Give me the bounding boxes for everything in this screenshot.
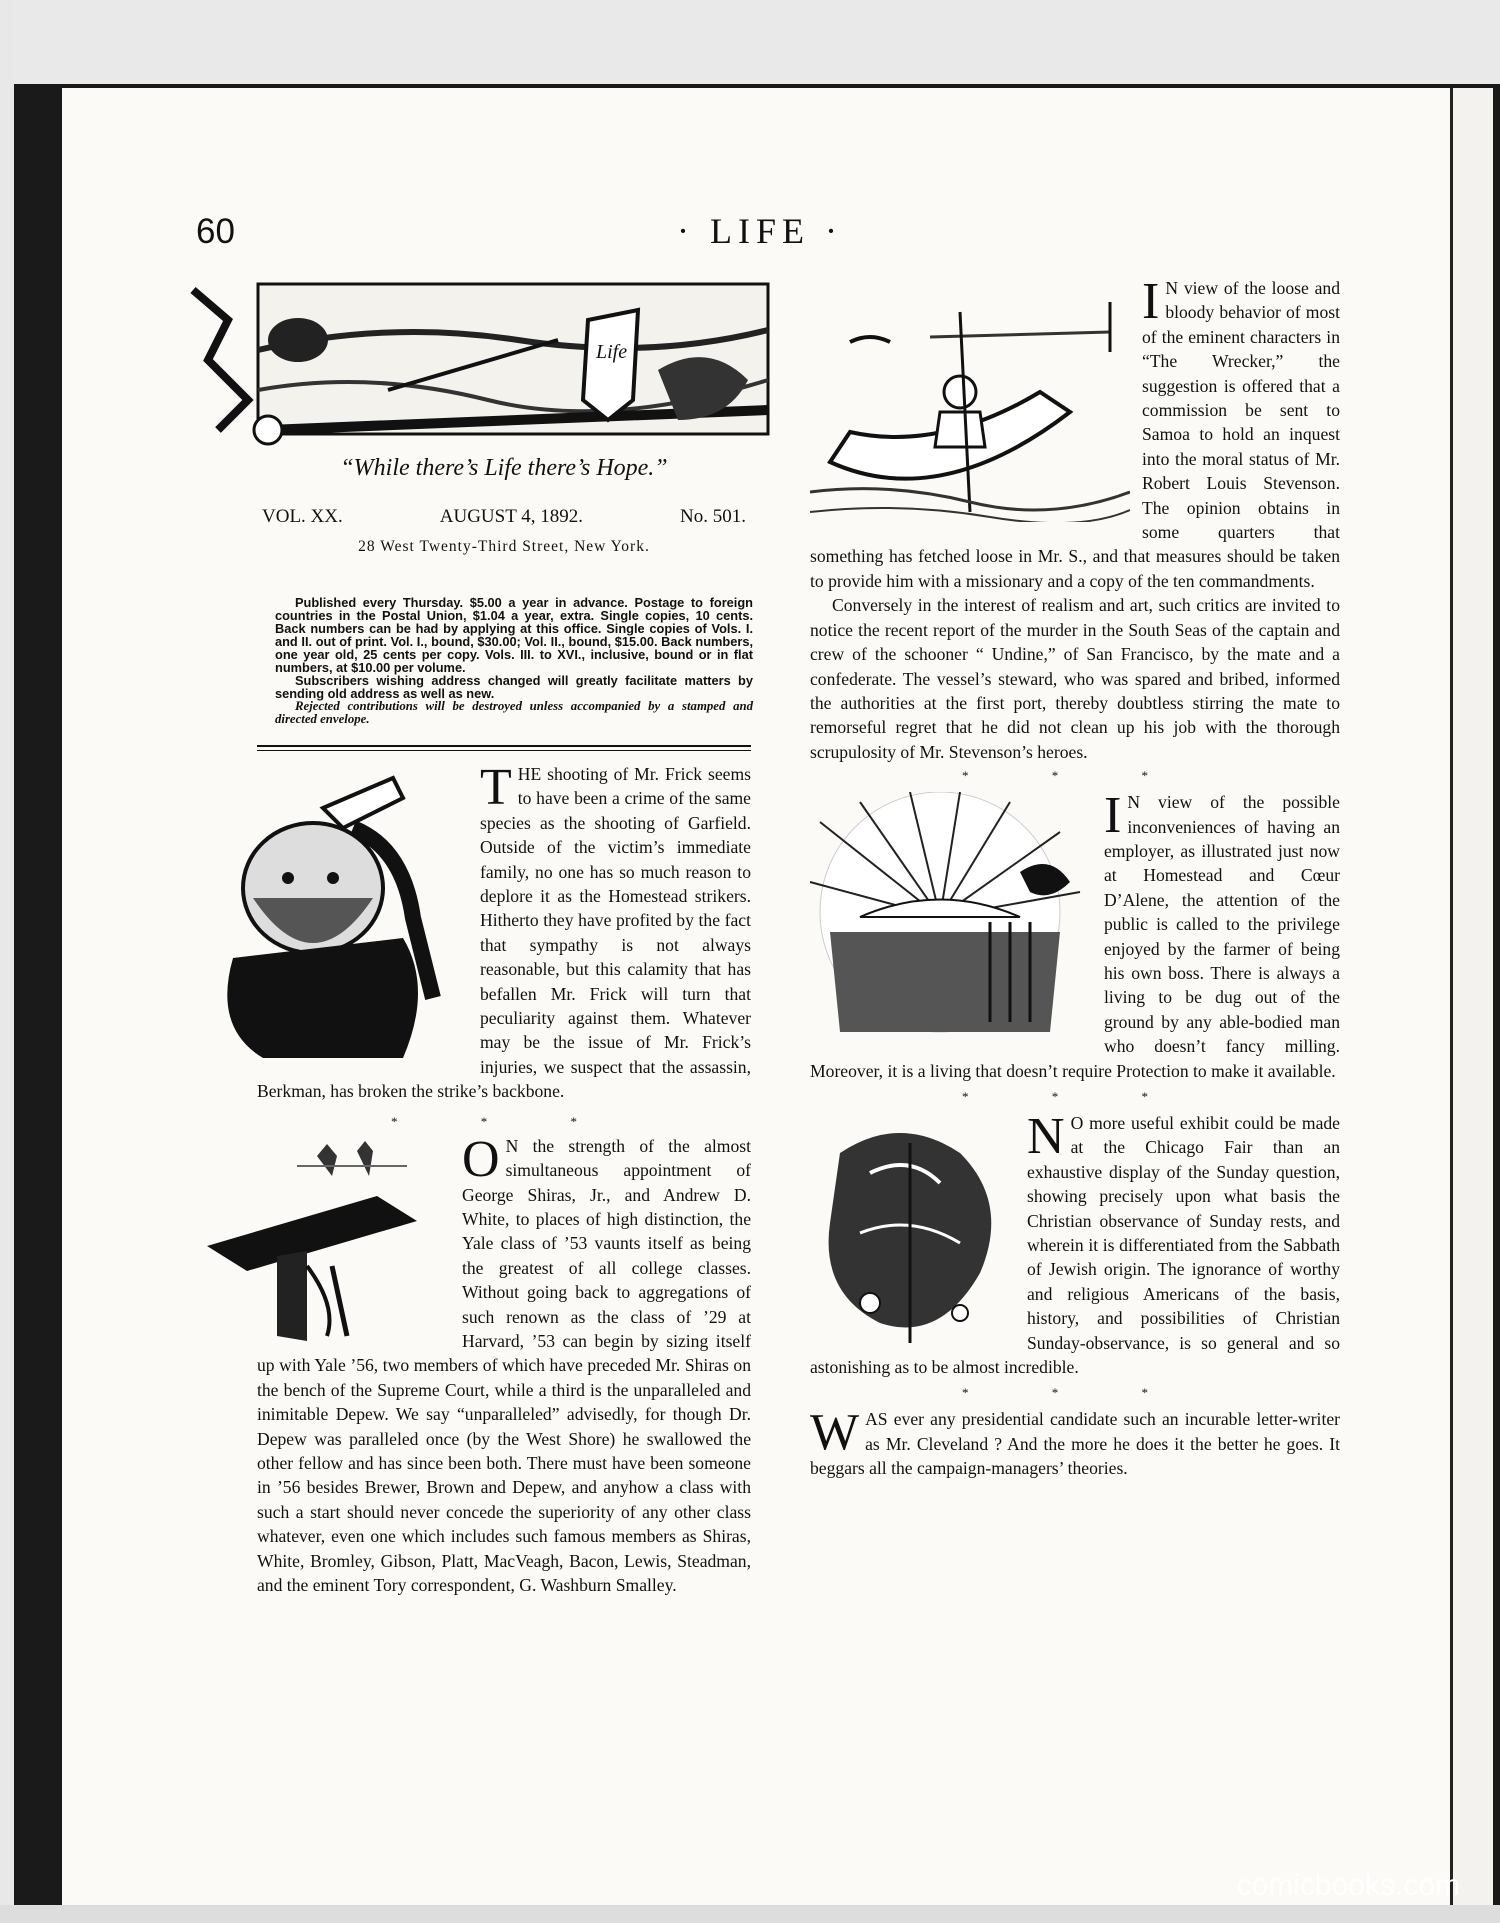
rowboat-illustration [810,282,1130,522]
yale-article-text: N the strength of the almost simultaneous appointment of George Shiras, Jr., and Andrew D. White, to places of high distinction, the Yale class of ’53 vaunts itself as being the greatest of all college classes. Without going back to aggregations of such renown as the class of ’29 at Harvard, ’53 can begin by sizing itself up with Yale ’56, two members of which have preceded Mr. Shiras on the bench of the Supreme Court, while a third is the unparalleled and inimitable Depew. We say “unparalleled” advisedly, for though Dr. Depew was paralleled once (by the West Shore) he swallowed the other fellow and has since been both. There must have been someone in ’56 besides Brewer, Brown and Depew, and anyhow a class with such a start should never concede the superiority of any other class whatever, even one which includes such famous members as Shiras, White, Bromley, Gibson, Platt, MacVeagh, Bacon, Lewis, Steadman, and the eminent Tory correspondent, G. Washburn Smalley. [257,1135,751,1595]
publisher-address: 28 West Twenty-Third Street, New York. [358,538,650,555]
magazine-title: · LIFE · [677,211,843,251]
article-sunday [810,1108,1340,1379]
magazine-motto: “While there’s Life there’s Hope.” [340,455,668,481]
address-change-note: Subscribers wishing address changed will greatly facilitate matters by sending old address as well as new. [275,673,753,701]
section-separator: * * * [962,768,1188,784]
farm-sunrise-illustration [800,792,1092,1042]
frick-article-text: HE shooting of Mr. Frick seems to have been a crime of the same species as the shooting of Garfield. Outside of the victim’s immediate family, no one has so much reason to deplore it as the Homestead strikers. Hitherto they have profited by the fact that sympathy is not always reasonable, but this calamity that has befallen Mr. Frick will turn that peculiarity against them. Whatever may be the issue of Mr. Frick’s injuries, we suspect that the assassin, Berkman, has broken the strike’s backbone. [257,764,751,1102]
issue-date: AUGUST 4, 1892. [439,506,583,527]
next-page-edge [1450,88,1493,1920]
frick-caricature-illustration [203,768,468,1068]
article-frick [257,759,751,1104]
scan-top-margin [0,0,1500,84]
article-homestead [810,787,1340,1083]
cleveland-article-text: AS ever any presidential candidate such an incurable letter-writer as Mr. Cleveland ? And the more he does it the better he goes. It beggars all the campaign-managers’ theories. [810,1409,1340,1479]
double-rule [257,745,751,751]
issue-line [262,506,746,528]
wrecker-drop-cap: I [1142,273,1160,330]
sunday-drop-cap: N [1027,1108,1065,1165]
section-separator: * * * [962,1385,1188,1401]
rejected-contributions-note: Rejected contributions will be destroyed unless accompanied by a stamped and directed envelope. [275,699,753,726]
svg-text:Life: Life [596,341,628,363]
issue-number: No. 501. [680,506,746,527]
right-column [810,273,1340,1481]
page-number: 60 [196,212,235,251]
article-wrecker [810,273,1340,593]
scan-bottom-margin [0,1905,1500,1923]
wrecker-article-text: N view of the loose and bloody behavior of most of the eminent characters in “The Wrecker,” the suggestion is offered that a commission be sent to Samoa to hold an inquest into the moral status of Mr. Robert Louis Stevenson. The opinion obtains in some quarters that something has fetched loose in Mr. S., and that measures should be taken to provide him with a missionary and a copy of the ten commandments. [810,278,1340,591]
undine-article-text: Conversely in the interest of realism and art, such critics are invited to notice the recent report of the murder in the South Seas of the captain and crew of the schooner “ Undine,” of San Francisco, by the mate and a confederate. The vessel’s steward, who was spared and bribed, informed the authorities at the first port, thereby doubtless stirring the mate to remorseful regret that he did not clean up his job with the thorough scrupulosity of Mr. Stevenson’s heroes. [810,595,1340,762]
subscription-notice [275,596,753,726]
volume-number: VOL. XX. [262,506,343,527]
masthead-illustration [188,280,774,448]
section-separator: * * * [391,1113,617,1129]
subscription-terms: Published every Thursday. $5.00 a year in advance. Postage to foreign countries in the Postal Union, $1.04 a year, extra. Single copies, 10 cents. Back numbers can be had by applying at this office. Single copies of Vols. I. and II. out of print. Vol. I., bound, $30.00; Vol. II., bound, $15.00. Back numbers, one year old, 25 cents per copy. Vols. III. to XVI., inclusive, bound or in flat numbers, at $10.00 per volume. [275,595,753,675]
cleveland-drop-cap: W [810,1404,860,1462]
frick-drop-cap: T [480,759,512,816]
left-column [257,759,751,1597]
homestead-drop-cap: I [1104,787,1122,845]
sunday-article-text: O more useful exhibit could be made at the Chicago Fair than an exhaustive display of the Sunday question, showing precisely upon what basis the Christian observance of Sunday rests, and wherein it is differentiated from the Sabbath of Jewish origin. The ignorance of worthy and religious Americans of the basis, history, and possibilities of Christian Sunday-observance, is so general and so astonishing as to be almost incredible. [810,1113,1340,1378]
section-separator: * * * [962,1089,1188,1104]
scan-left-edge [0,0,14,1923]
yale-drop-cap: O [462,1130,500,1188]
article-yale [257,1130,751,1598]
article-cleveland [810,1404,1340,1480]
site-watermark: comicbooks.com [1236,1869,1460,1902]
mortarboard-illustration [207,1136,452,1346]
foliage-illustration [810,1113,1015,1353]
homestead-article-text: N view of the possible inconveniences of having an employer, as illustrated just now at Homestead and Cœur D’Alene, the attention of the public is called to the privilege enjoyed by the farmer of being his own boss. There is always a living to be dug out of the ground by any able-bodied man who doesn’t fancy milling. Moreover, it is a living that doesn’t require Protection to make it available. [810,792,1340,1081]
